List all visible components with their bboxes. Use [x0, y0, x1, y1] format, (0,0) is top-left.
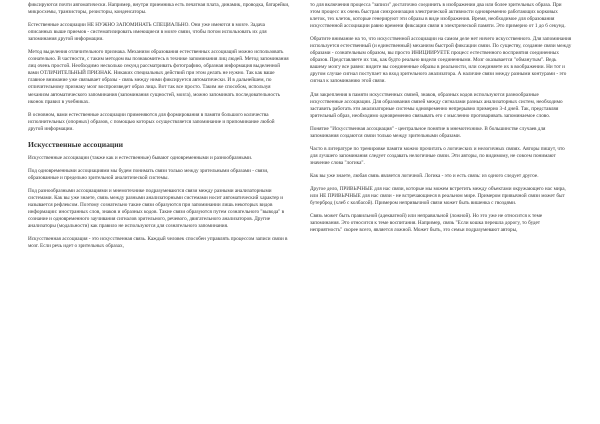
- section-heading: Искусственные ассоциации: [28, 139, 124, 149]
- left-paragraph: Под одновременными ассоциациями мы будем понимать связи только между зрительными образами - связи, образованные и предельно зрительной аналитической системы.: [28, 167, 269, 181]
- left-column: [28, 2, 290, 250]
- left-paragraph: Искусственная ассоциация - это искусственная связь. Каждый человек способен управлять процессом записи связи в мозг. Если речь идет о зрительных образах,: [28, 236, 288, 250]
- left-paragraph: В основном, вами естественные ассоциации применяются для формирования в памяти большого количества исполнительных (опорных) образов, с помощью которых осуществляется запоминание и припоминание любой другой информации.: [28, 111, 275, 132]
- right-paragraph: Как вы уже знаете, любая связь является логичной. Логика - это и есть связь: из одного следует другое.: [310, 172, 539, 179]
- right-paragraph: Понятие "Искусственная ассоциация" - центральное понятие в мнемотехнике. В большинстве случаев для запоминания создаются связи только между зрительными образами.: [310, 125, 546, 139]
- left-paragraph: Под разнообразными ассоциациями и мнемотехнике подразумеваются связи между разными анализаторными системами. Как вы уже знаете, связь между разными анализаторными системами носит автоматический характер и называется рефлексом. Поэтому сознательно такие связи образуются при запоминании лишь некоторых видов информации: иностранных слов, знаков и образных кодов. Такие связи образуются путем сознательного "вывода" в сознание и одновременного заучивания сигналов зрительного, речевого, двигательного анализаторов. Другие анализаторы (модальности) как правило не используются для сознательного запоминания.: [28, 187, 285, 230]
- left-paragraph: Метод выделения отличительного признака. Механизм образования естественных ассоциаций можно использовать сознательно. В частности, с таким методом вы познакомитесь в технике запоминания лиц людей. Метод запоминания лиц очень простой. Необходимо несколько секунд рассматривать фотографию, образная информация выделенной вами ОТЛИЧИТЕЛЬНЫЙ ПРИЗНАК. Никаких специальных действий при этом делать не нужно. Так как ваше главное внимание уже связывает образы - связь между ними фиксируется автоматически. И в дальнейшем, по отличительному признаку мозг воспроизведет образ лица. Вот так все просто. Таким же способом, используя механизм автоматического запоминания (запоминания сущностей, мозга), можно запоминать последовательность иконок правил в учебниках.: [28, 49, 289, 105]
- left-paragraph: Искусственные ассоциации (также как и естественные) бывают одновременными и разнообразными.: [28, 154, 253, 161]
- right-paragraph: то для включения процесса "записи" достаточно соединить в изображении два или более зрительных образа. При этом процесс их очень быстрая синхронизация электрической активности одновременно работающих корковых клеток, тех клеток, которые генерируют эти образы в виде изображения. Время, необходимое для образования искусственной ассоциации равно времени фиксации связи в электрической памяти. Это примерно от 1 до 6 секунд.: [310, 2, 566, 30]
- right-paragraph: Связь может быть правильной (адекватной) или неправильной (ложной). Но это уже не относится к теме запоминания. Это относится к теме воспитания. Например, связь "Если кошка перешла дорогу, то будет неприятность" скорее всего, является ложной. Может быть, это семьи подразумевают авторы,: [310, 213, 543, 234]
- left-paragraph: Естественные ассоциации НЕ НУЖНО ЗАПОМИНАТЬ СПЕЦИАЛЬНО. Они уже имеются в мозге. Задача описанных выше приемов - систематизировать имеющиеся в мозге связи, чтобы потом использовать их для запоминания другой информации.: [28, 22, 267, 43]
- left-paragraph: фиксируются почти автоматически. Например, внутри приемника есть печатная плата, динамик, проводка, батарейки, микросхемы, транзисторы, резисторы, конденсаторы.: [28, 2, 290, 16]
- right-column: [310, 2, 572, 234]
- right-paragraph: Часто в литературе по тренировке памяти можно прочитать о логических и нелогичных связях. Авторы пишут, что для лучшего запоминания следует создавать нелогичные связи. Эти авторы, по видимому, не совсем понимают значение слова "логика".: [310, 145, 565, 166]
- right-paragraph: Обратите внимание на то, что искусственной ассоциации на самом деле нет ничего искусственного. Для запоминания используется естественный (и единственный) механизм быстрой фиксации связи. По существу, создание связи между образами - сознательным образом, вы просто ИНИЦИИРУЕТЕ процесс естественного восприятия соединенных образов. Представляете их так, как будто реально видели соединенными. Мозг оказывается "обманутым". Ведь вашему мозгу все равно: видите вы соединенные образы в реальности, или соединяете их в воображении. Ни тот и другом случае сигнал поступает на вход зрительного анализатора. А наличие связи между разными контурами - это сигнал к запоминанию этой связи.: [310, 36, 572, 85]
- right-paragraph: Другое дело, ПРИВЫЧНЫЕ для нас связи, которые мы можем встретить между объектами окружающего нас мира, или НЕ ПРИВЫЧНЫЕ для нас связи - не встречающиеся в реальном мире. Примером привычной связи может быт бутерброд (хлеб с колбасой). Примером непривычной связи может быть вишенка с гвоздями.: [310, 185, 566, 207]
- right-paragraph: Для закрепления в памяти искусственных связей, знаков, образных кодов используются разнообразные искусственные ассоциации. Для образования связей между сигналами разных анализаторных систем, необходимо заставить работать эти анализаторные системы одновременно непрерывно примерно 3-4 дней. Так, представляя зрительный образ, необходимо одновременно связывать его с мысленно проговаривать запоминаемое слово.: [310, 91, 563, 119]
